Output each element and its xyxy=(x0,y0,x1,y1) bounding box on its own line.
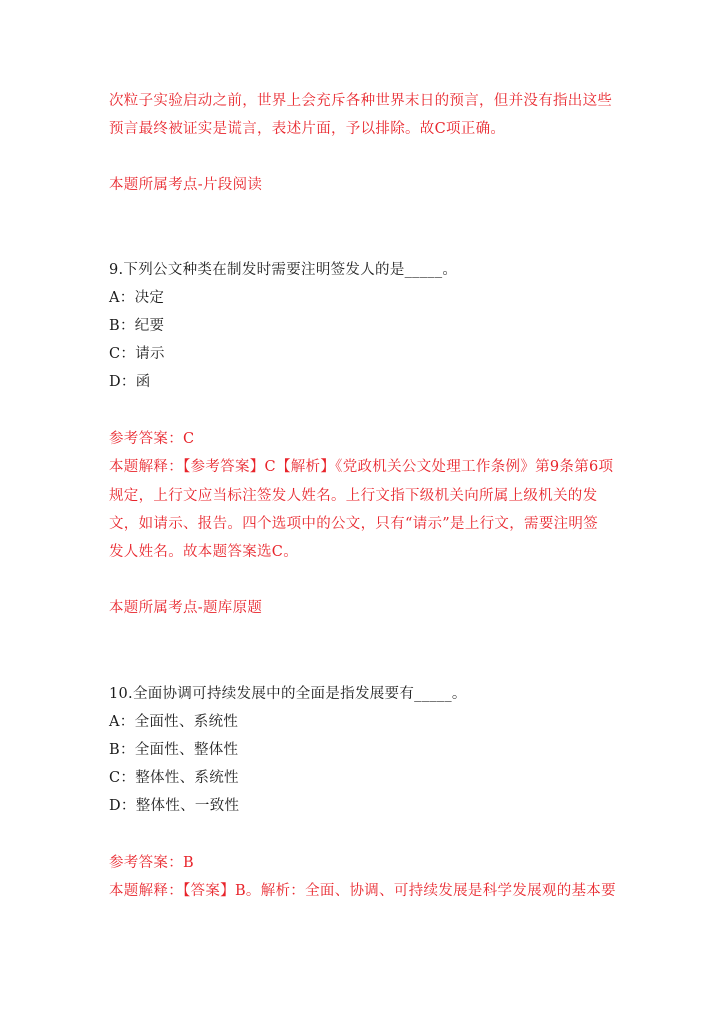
q9-option-b: B：纪要 xyxy=(109,318,165,334)
q10-option-d: D：整体性、一致性 xyxy=(109,798,240,814)
q9-explanation-line-3: 文，如请示、报告。四个选项中的公文，只有“请示”是上行文，需要注明签 xyxy=(109,516,599,532)
prev-topic: 本题所属考点-片段阅读 xyxy=(109,177,263,193)
prev-explanation-line-2: 预言最终被证实是谎言，表述片面，予以排除。故C项正确。 xyxy=(109,121,506,137)
q9-option-c: C：请示 xyxy=(109,346,165,362)
q10-option-b: B：全面性、整体性 xyxy=(109,742,239,758)
q9-answer: 参考答案：C xyxy=(109,431,195,447)
q9-explanation-line-1: 本题解释：【参考答案】C【解析】《党政机关公文处理工作条例》第9条第6项 xyxy=(109,459,614,475)
q10-option-c: C：整体性、系统性 xyxy=(109,770,239,786)
q9-explanation-line-4: 发人姓名。故本题答案选C。 xyxy=(109,544,298,560)
q10-explanation-line-1: 本题解释：【答案】B。解析：全面、协调、可持续发展是科学发展观的基本要 xyxy=(109,883,616,899)
q9-explanation-line-2: 规定，上行文应当标注签发人姓名。上行文指下级机关向所属上级机关的发 xyxy=(109,488,598,504)
q9-stem: 9.下列公文种类在制发时需要注明签发人的是_____。 xyxy=(109,262,458,278)
q9-option-a: A：决定 xyxy=(109,290,165,306)
q9-option-d: D：函 xyxy=(109,374,151,390)
q10-stem: 10.全面协调可持续发展中的全面是指发展要有_____。 xyxy=(109,686,467,702)
prev-explanation-line-1: 次粒子实验启动之前，世界上会充斥各种世界末日的预言，但并没有指出这些 xyxy=(109,93,613,109)
q10-answer: 参考答案：B xyxy=(109,855,194,871)
q10-option-a: A：全面性、系统性 xyxy=(109,714,239,730)
q9-topic: 本题所属考点-题库原题 xyxy=(109,600,263,616)
